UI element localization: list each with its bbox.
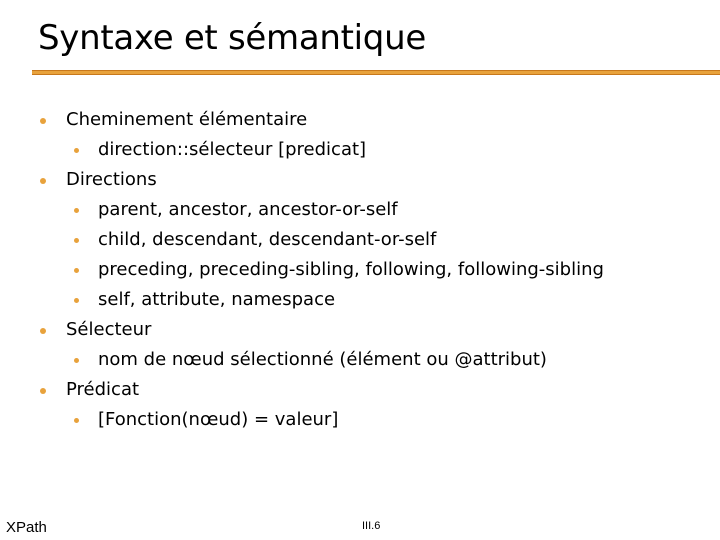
page-number: III.6 [362, 520, 381, 532]
bullet-item [66, 168, 157, 192]
sub-bullet-icon [74, 358, 79, 363]
bullet-icon [40, 178, 46, 184]
title-underline [32, 70, 720, 75]
sub-bullet-text: preceding, preceding-sibling, following, following-sibling [98, 259, 604, 280]
sub-bullet-item [98, 408, 338, 432]
bullet-item [66, 378, 139, 402]
slide-title: Syntaxe et sémantique [38, 18, 426, 58]
bullet-icon [40, 388, 46, 394]
footer-label: XPath [6, 519, 47, 536]
sub-bullet-item [98, 138, 366, 162]
sub-bullet-item [98, 348, 547, 372]
sub-bullet-icon [74, 238, 79, 243]
sub-bullet-icon [74, 268, 79, 273]
sub-bullet-icon [74, 208, 79, 213]
bullet-text: Cheminement élémentaire [66, 109, 308, 130]
sub-bullet-icon [74, 298, 79, 303]
sub-bullet-text: [Fonction(nœud) = valeur] [98, 409, 339, 430]
sub-bullet-text: self, attribute, namespace [98, 289, 336, 310]
bullet-icon [40, 118, 46, 124]
sub-bullet-item [98, 288, 335, 312]
sub-bullet-icon [74, 418, 79, 423]
bullet-item [66, 108, 307, 132]
sub-bullet-text: nom de nœud sélectionné (élément ou @attribut) [98, 349, 547, 370]
sub-bullet-text: direction::sélecteur [predicat] [98, 139, 367, 160]
bullet-text: Sélecteur [66, 319, 152, 340]
bullet-icon [40, 328, 46, 334]
sub-bullet-text: parent, ancestor, ancestor-or-self [98, 199, 398, 220]
bullet-text: Prédicat [66, 379, 140, 400]
bullet-item [66, 318, 151, 342]
sub-bullet-icon [74, 148, 79, 153]
bullet-text: Directions [66, 169, 157, 190]
sub-bullet-text: child, descendant, descendant-or-self [98, 229, 437, 250]
sub-bullet-item [98, 258, 604, 282]
sub-bullet-item [98, 228, 436, 252]
sub-bullet-item [98, 198, 398, 222]
